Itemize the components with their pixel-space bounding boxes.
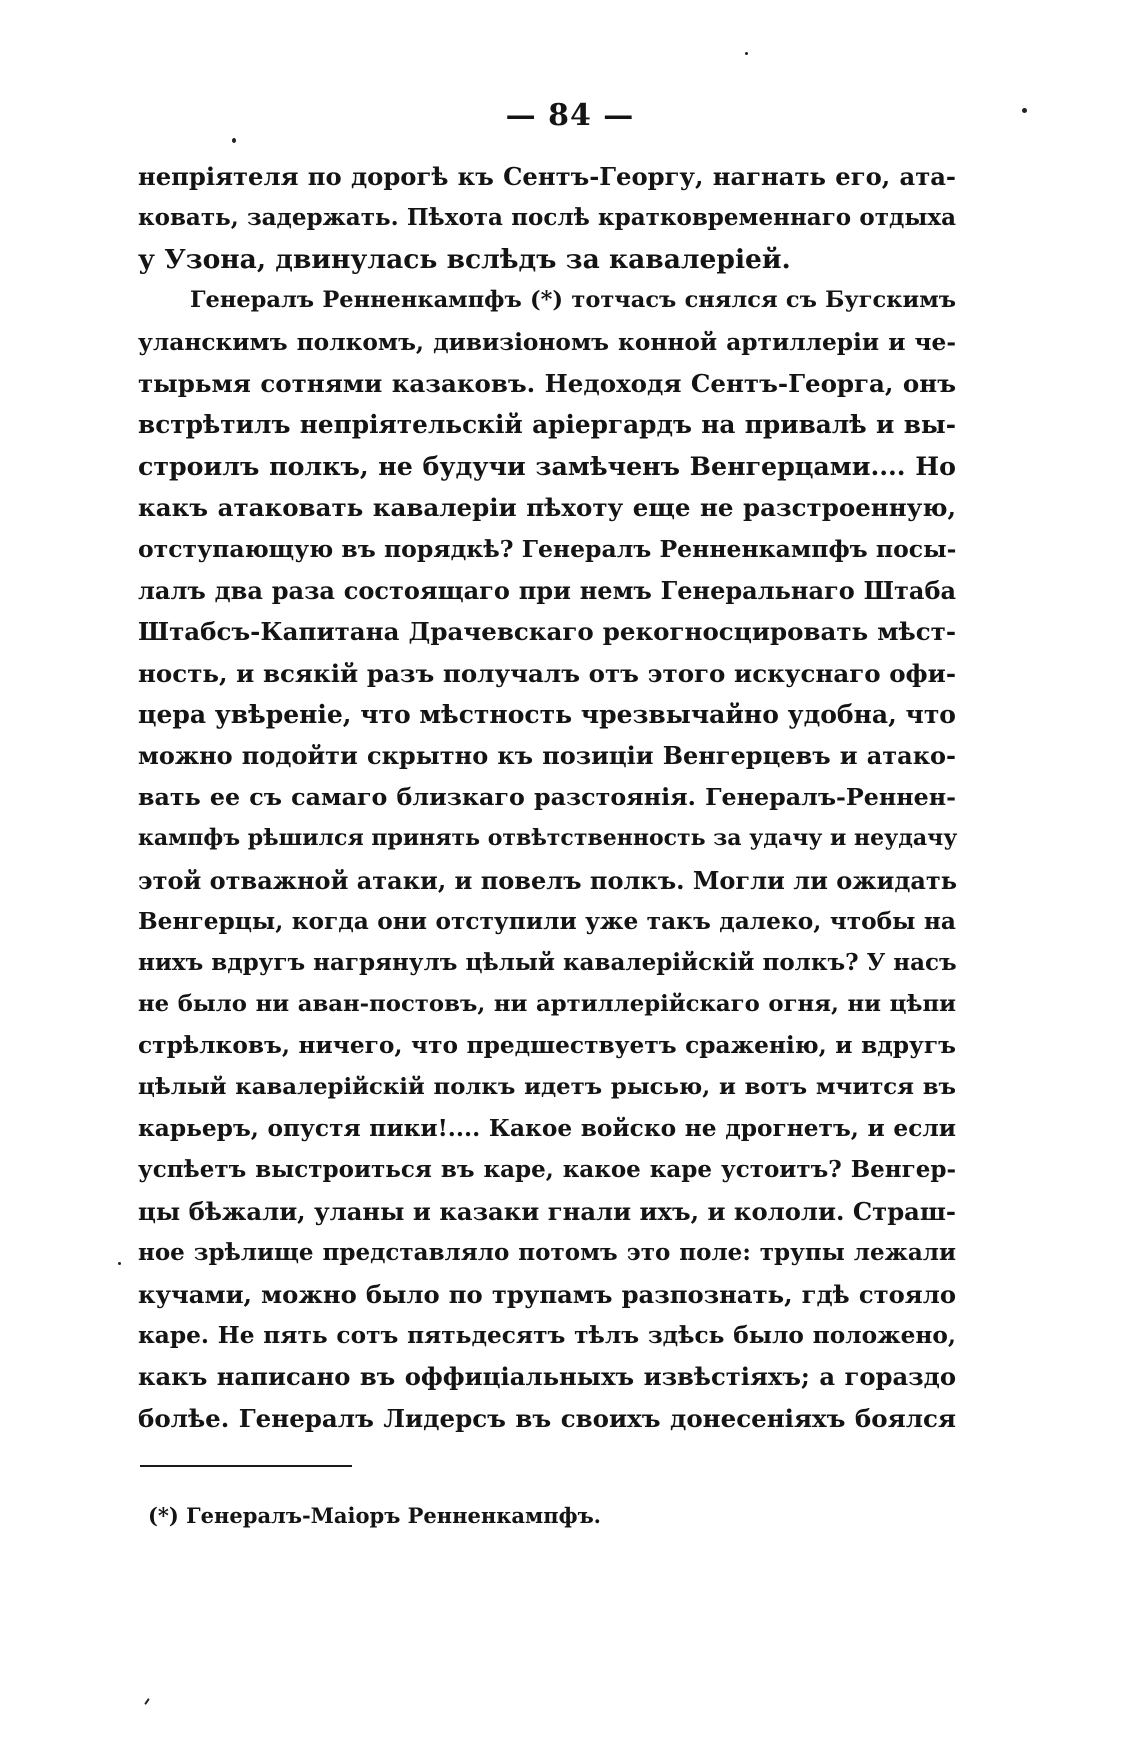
text-line: у Узона, двинулась вслѣдъ за кавалеріей. — [138, 243, 791, 275]
text-line: каре. Не пять сотъ пятьдесятъ тѣлъ здѣсь было положено, — [138, 1321, 956, 1349]
text-line: ковать, задержать. Пѣхота послѣ кратковременнаго отдыха — [138, 204, 956, 232]
text-line: цера увѣреніе, что мѣстность чрезвычайно удобна, что — [138, 700, 956, 730]
text-line: Венгерцы, когда они отступили уже такъ далеко, чтобы на — [138, 908, 956, 936]
body-text — [138, 156, 956, 1439]
text-line: кучами, можно было по трупамъ разпознать, гдѣ стояло — [138, 1279, 956, 1309]
text-line: стрѣлковъ, ничего, что предшествуетъ сраженію, и вдругъ — [138, 1032, 956, 1060]
text-line: лалъ два раза состоящаго при немъ Генеральнаго Штаба — [138, 575, 956, 605]
text-line: какъ атаковать кавалеріи пѣхоту еще не разстроенную, — [138, 493, 956, 523]
text-line: ное зрѣлище представляло потомъ это поле: трупы лежали — [138, 1239, 956, 1267]
text-line: Штабсъ-Капитана Драчевскаго рекогносцировать мѣст- — [138, 617, 956, 647]
text-line: Генералъ Ренненкампфъ (*) тотчасъ снялся съ Бугскимъ — [190, 287, 956, 314]
text-line: отступающую въ порядкѣ? Генералъ Ренненкампфъ посы- — [138, 534, 957, 563]
text-line: уланскимъ полкомъ, дивизіономъ конной артиллеріи и че- — [138, 328, 956, 356]
text-line: цы бѣжали, уланы и казаки гнали ихъ, и кололи. Страш- — [138, 1196, 956, 1226]
text-line: цѣлый кавалерійскій полкъ идетъ рысью, и вотъ мчится въ — [138, 1073, 956, 1100]
scan-speck — [232, 138, 236, 143]
scan-speck — [745, 52, 748, 55]
footnote: (*) Генералъ-Маіоръ Ренненкампфъ. — [148, 1503, 601, 1528]
scan-speck — [118, 1262, 121, 1265]
text-line: вать ее съ самаго близкаго разстоянія. Генералъ-Реннен- — [138, 782, 956, 811]
text-line: не было ни аван-постовъ, ни артиллерійскаго огня, ни цѣпи — [138, 990, 956, 1017]
text-line: болѣе. Генералъ Лидерсъ въ своихъ донесеніяхъ боялся — [138, 1403, 956, 1433]
text-line: успѣетъ выстроиться въ каре, какое каре устоитъ? Венгер- — [138, 1156, 956, 1184]
footnote-rule — [140, 1465, 352, 1467]
text-line: строилъ полкъ, не будучи замѣченъ Венгерцами.... Но — [138, 450, 956, 481]
scan-speck — [144, 1698, 150, 1705]
text-line: тырьмя сотнями казаковъ. Недоходя Сентъ-Георга, онъ — [138, 368, 956, 398]
text-line: этой отважной атаки, и повелъ полкъ. Могли ли ожидать — [138, 865, 958, 895]
text-line: можно подойти скрытно къ позиціи Венгерцевъ и атако- — [138, 741, 956, 771]
text-line: непріятеля по дорогѣ къ Сентъ-Георгу, нагнать его, ата- — [138, 162, 956, 191]
text-line: какъ написано въ оффиціальныхъ извѣстіяхъ; а гораздо — [138, 1362, 956, 1392]
text-line: встрѣтилъ непріятельскій аріергардъ на привалѣ и вы- — [138, 410, 956, 440]
text-line: нихъ вдругъ нагрянулъ цѣлый кавалерійскій полкъ? У насъ — [138, 949, 957, 977]
text-line: кампфъ рѣшился принять отвѣтственность за удачу и неудачу — [138, 825, 958, 852]
text-line: ность, и всякій разъ получалъ отъ этого искуснаго офи- — [138, 658, 956, 688]
page-number: — 84 — — [505, 98, 635, 133]
text-line: карьеръ, опустя пики!.... Какое войско не дрогнетъ, и если — [138, 1114, 956, 1142]
scan-speck — [1022, 108, 1027, 113]
